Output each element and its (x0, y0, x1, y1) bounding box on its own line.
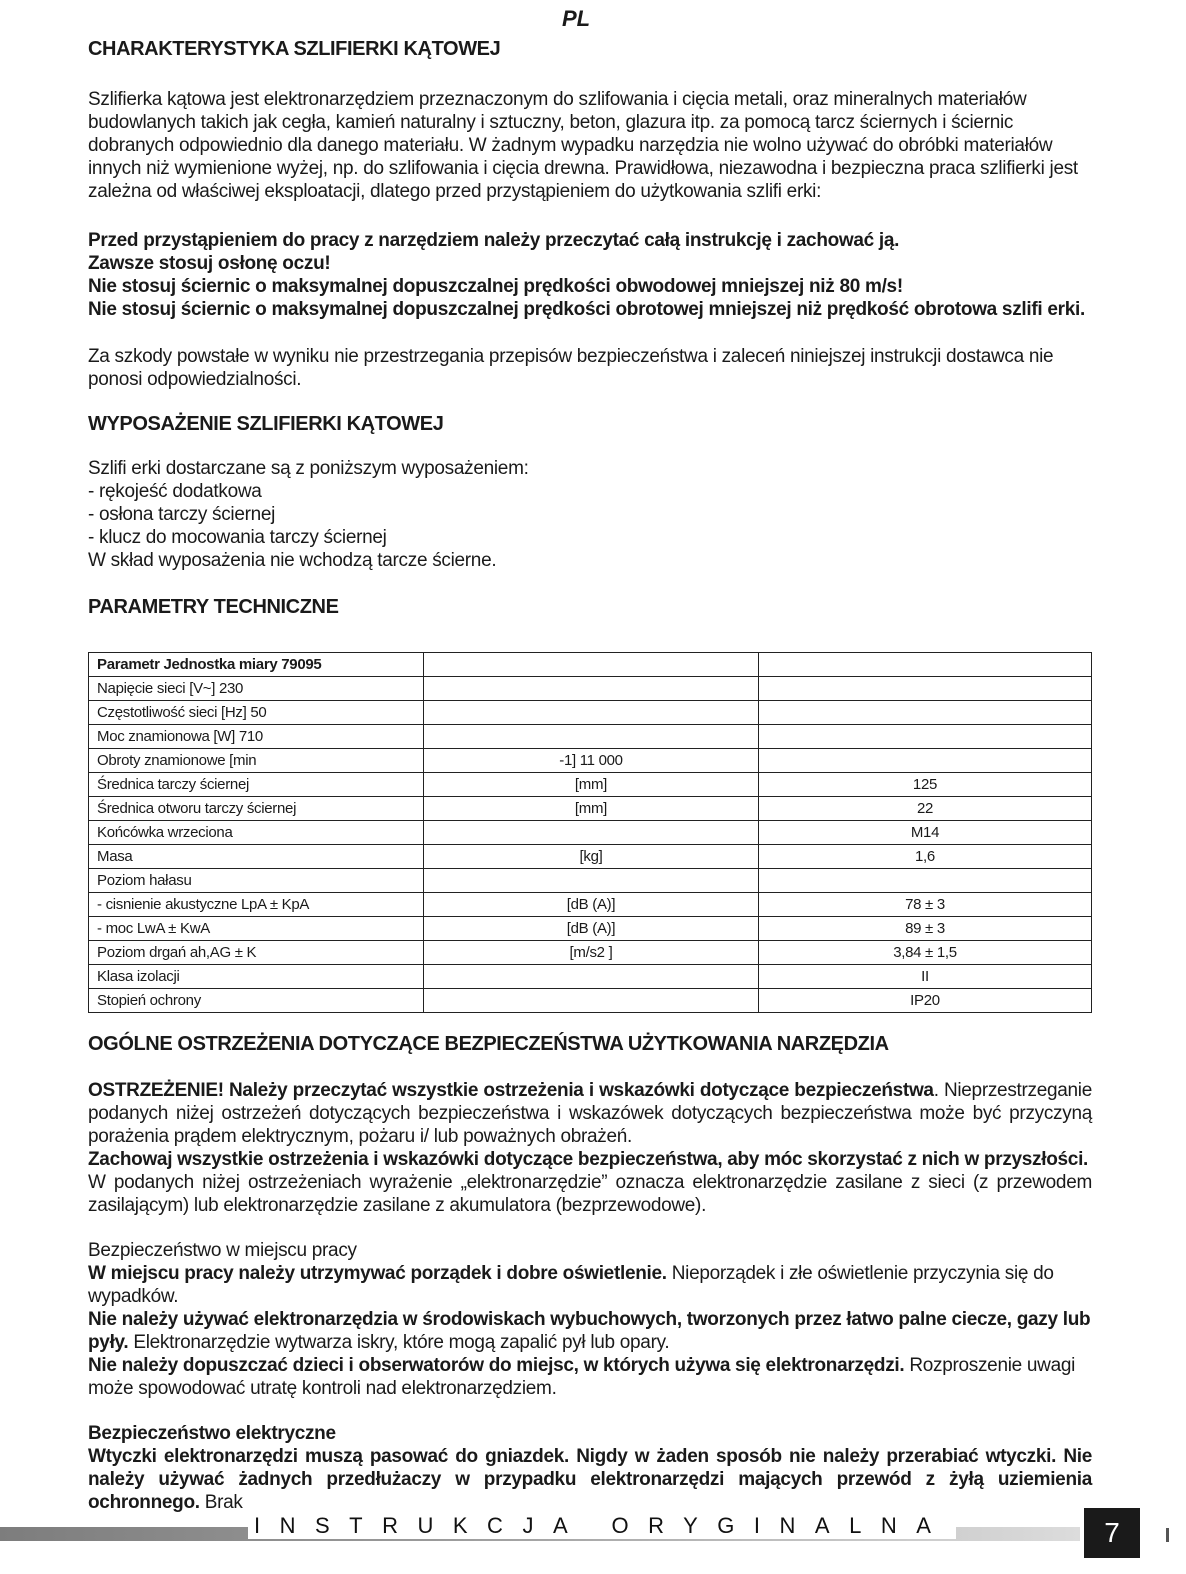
table-row (89, 701, 1092, 725)
electrical-safety-title: Bezpieczeństwo elektryczne (88, 1423, 336, 1444)
table-cell (424, 965, 759, 989)
table-cell (759, 749, 1092, 773)
table-header-cell (759, 653, 1092, 677)
table-cell (759, 701, 1092, 725)
liability-note: Za szkody powstałe w wyniku nie przestrzegania przepisów bezpieczeństwa i zaleceń niniejszej instrukcji dostawca nie ponosi odpowiedzialności. (88, 346, 1054, 390)
table-cell: Poziom drgań ah,AG ± K (89, 941, 424, 965)
table-cell (424, 677, 759, 701)
table-cell: [kg] (424, 845, 759, 869)
section-title-safety: OGÓLNE OSTRZEŻENIA DOTYCZĄCE BEZPIECZEŃSTWA UŻYTKOWANIA NARZĘDZIA (88, 1033, 889, 1055)
table-cell: 3,84 ± 1,5 (759, 941, 1092, 965)
table-row (89, 725, 1092, 749)
footer-tick (1166, 1528, 1169, 1542)
table-cell: II (759, 965, 1092, 989)
equipment-item: - osłona tarczy ściernej (88, 504, 276, 525)
warning-eye-protection: Zawsze stosuj osłonę oczu! (88, 253, 331, 274)
table-row (89, 797, 1092, 821)
table-row (89, 989, 1092, 1013)
safety-warning-paragraph (88, 1079, 1092, 1148)
table-header-cell (424, 653, 759, 677)
table-cell: Średnica tarczy ściernej (89, 773, 424, 797)
table-cell: Stopień ochrony (89, 989, 424, 1013)
table-cell: 89 ± 3 (759, 917, 1092, 941)
table-cell: Poziom hałasu (89, 869, 424, 893)
table-row (89, 869, 1092, 893)
safety-warning-text: . Nieprzestrzeganie podanych niżej ostrzeżeń dotyczących bezpieczeństwa i wskazówek dotyczących bezpieczeństwa może być przyczyną porażenia prądem elektrycznym, pożaru i/ lub poważnych obrażeń. (88, 1080, 1092, 1147)
workplace-rule-bold: Nie należy dopuszczać dzieci i obserwatorów do miejsc, w których używa się elektronarzędzi. (88, 1355, 905, 1376)
footer-title: INSTRUKCJA ORYGINALNA (248, 1513, 956, 1539)
table-cell: Obroty znamionowe [min (89, 749, 424, 773)
power-tool-definition: W podanych niżej ostrzeżeniach wyrażenie „elektronarzędzie” oznacza elektronarzędzie zasilane z sieci (z przewodem zasilającym) lub elektronarzędzie zasilane z akumulatora (bezprzewodowe). (88, 1172, 1092, 1216)
table-cell: Masa (89, 845, 424, 869)
table-row (89, 677, 1092, 701)
table-cell: IP20 (759, 989, 1092, 1013)
language-mark: PL (562, 6, 591, 31)
table-cell: [dB (A)] (424, 917, 759, 941)
equipment-intro: Szlifi erki dostarczane są z poniższym wyposażeniem: (88, 458, 529, 479)
characteristics-intro: Szlifierka kątowa jest elektronarzędziem przeznaczonym do szlifowania i cięcia metali, oraz mineralnych materiałów budowlanych takich jak cegła, kamień naturalny i sztuczny, beton, glazura itp. za pomocą tarcz ściernych i ściernic dobranych odpowiednio dla danego materiału. W żadnym wypadku narzędzia nie wolno używać do obróbki materiałów innych niż wymienione wyżej, np. do szlifowania i cięcia drewna. Prawidłowa, niezawodna i bezpieczna praca szlifierki jest zależna od właściwej eksploatacji, dlatego przed przystąpieniem do użytkowania szlifi erki: (88, 89, 1078, 202)
table-cell: M14 (759, 821, 1092, 845)
table-cell: [mm] (424, 773, 759, 797)
table-header-row (89, 653, 1092, 677)
table-cell (424, 821, 759, 845)
electrical-rule-bold: Wtyczki elektronarzędzi muszą pasować do gniazdek. Nigdy w żaden sposób nie należy przerabiać wtyczki. Nie należy używać żadnych przedłużaczy w przypadku elektronarzędzi mających przewód z żyłą uziemienia ochronnego. (88, 1446, 1092, 1513)
table-cell (759, 725, 1092, 749)
table-cell: Końcówka wrzeciona (89, 821, 424, 845)
table-cell: 1,6 (759, 845, 1092, 869)
table-cell: [m/s2 ] (424, 941, 759, 965)
table-cell: - moc LwA ± KwA (89, 917, 424, 941)
table-cell (424, 725, 759, 749)
workplace-rule (88, 1308, 1092, 1354)
table-cell: 78 ± 3 (759, 893, 1092, 917)
table-row (89, 965, 1092, 989)
table-cell: Moc znamionowa [W] 710 (89, 725, 424, 749)
workplace-rule-text: Rozproszenie uwagi może spowodować utratę kontroli nad elektronarzędziem. (88, 1355, 1076, 1399)
workplace-safety-title: Bezpieczeństwo w miejscu pracy (88, 1240, 357, 1261)
workplace-rule-bold: W miejscu pracy należy utrzymywać porządek i dobre oświetlenie. (88, 1263, 667, 1284)
table-cell (424, 701, 759, 725)
electrical-rule-text: Brak (199, 1492, 243, 1513)
table-cell: Napięcie sieci [V~] 230 (89, 677, 424, 701)
parameters-table (88, 652, 1092, 1013)
page-number: 7 (1084, 1508, 1140, 1558)
table-row (89, 893, 1092, 917)
equipment-item: - klucz do mocowania tarczy ściernej (88, 527, 387, 548)
table-cell (424, 869, 759, 893)
table-cell: - cisnienie akustyczne LpA ± KpA (89, 893, 424, 917)
workplace-rule (88, 1354, 1092, 1400)
warning-peripheral-speed: Nie stosuj ściernic o maksymalnej dopuszczalnej prędkości obwodowej mniejszej niż 80 m/s! (88, 276, 903, 297)
table-cell (424, 989, 759, 1013)
table-cell: -1] 11 000 (424, 749, 759, 773)
safety-warning-bold: OSTRZEŻENIE! Należy przeczytać wszystkie ostrzeżenia i wskazówki dotyczące bezpieczeństwa (88, 1080, 934, 1101)
table-row (89, 773, 1092, 797)
table-row (89, 917, 1092, 941)
warning-read-manual: Przed przystąpieniem do pracy z narzędziem należy przeczytać całą instrukcję i zachować ją. (88, 230, 900, 251)
section-title-parameters: PARAMETRY TECHNICZNE (88, 596, 339, 618)
document-page (88, 36, 1092, 1514)
workplace-rule-bold: Nie należy używać elektronarzędzia w środowiskach wybuchowych, tworzonych przez łatwo palne ciecze, gazy lub pyły. (88, 1309, 1091, 1353)
table-header-cell: Parametr Jednostka miary 79095 (89, 653, 424, 677)
section-title-characteristics: CHARAKTERYSTYKA SZLIFIERKI KĄTOWEJ (88, 38, 501, 60)
equipment-item: - rękojeść dodatkowa (88, 481, 262, 502)
keep-warnings-note: Zachowaj wszystkie ostrzeżenia i wskazówki dotyczące bezpieczeństwa, aby móc skorzystać z nich w przyszłości. (88, 1149, 1089, 1170)
warning-rotational-speed: Nie stosuj ściernic o maksymalnej dopuszczalnej prędkości obrotowej mniejszej niż prędkość obrotowa szlifi erki. (88, 299, 1085, 320)
workplace-rule-text: Elektronarzędzie wytwarza iskry, które mogą zapalić pył lub opary. (128, 1332, 670, 1353)
table-row (89, 821, 1092, 845)
table-row (89, 941, 1092, 965)
table-cell: [dB (A)] (424, 893, 759, 917)
workplace-rule-text: Nieporządek i złe oświetlenie przyczynia się do wypadków. (88, 1263, 1054, 1307)
table-row (89, 845, 1092, 869)
table-row (89, 749, 1092, 773)
table-cell: Klasa izolacji (89, 965, 424, 989)
table-cell: [mm] (424, 797, 759, 821)
table-cell: 125 (759, 773, 1092, 797)
section-title-equipment: WYPOSAŻENIE SZLIFIERKI KĄTOWEJ (88, 413, 444, 435)
table-cell: Średnica otworu tarczy ściernej (89, 797, 424, 821)
equipment-note: W skład wyposażenia nie wchodzą tarcze ścierne. (88, 550, 497, 571)
table-cell (759, 677, 1092, 701)
table-cell: Częstotliwość sieci [Hz] 50 (89, 701, 424, 725)
table-cell: 22 (759, 797, 1092, 821)
table-cell (759, 869, 1092, 893)
electrical-rule (88, 1445, 1092, 1514)
workplace-rule (88, 1262, 1092, 1308)
